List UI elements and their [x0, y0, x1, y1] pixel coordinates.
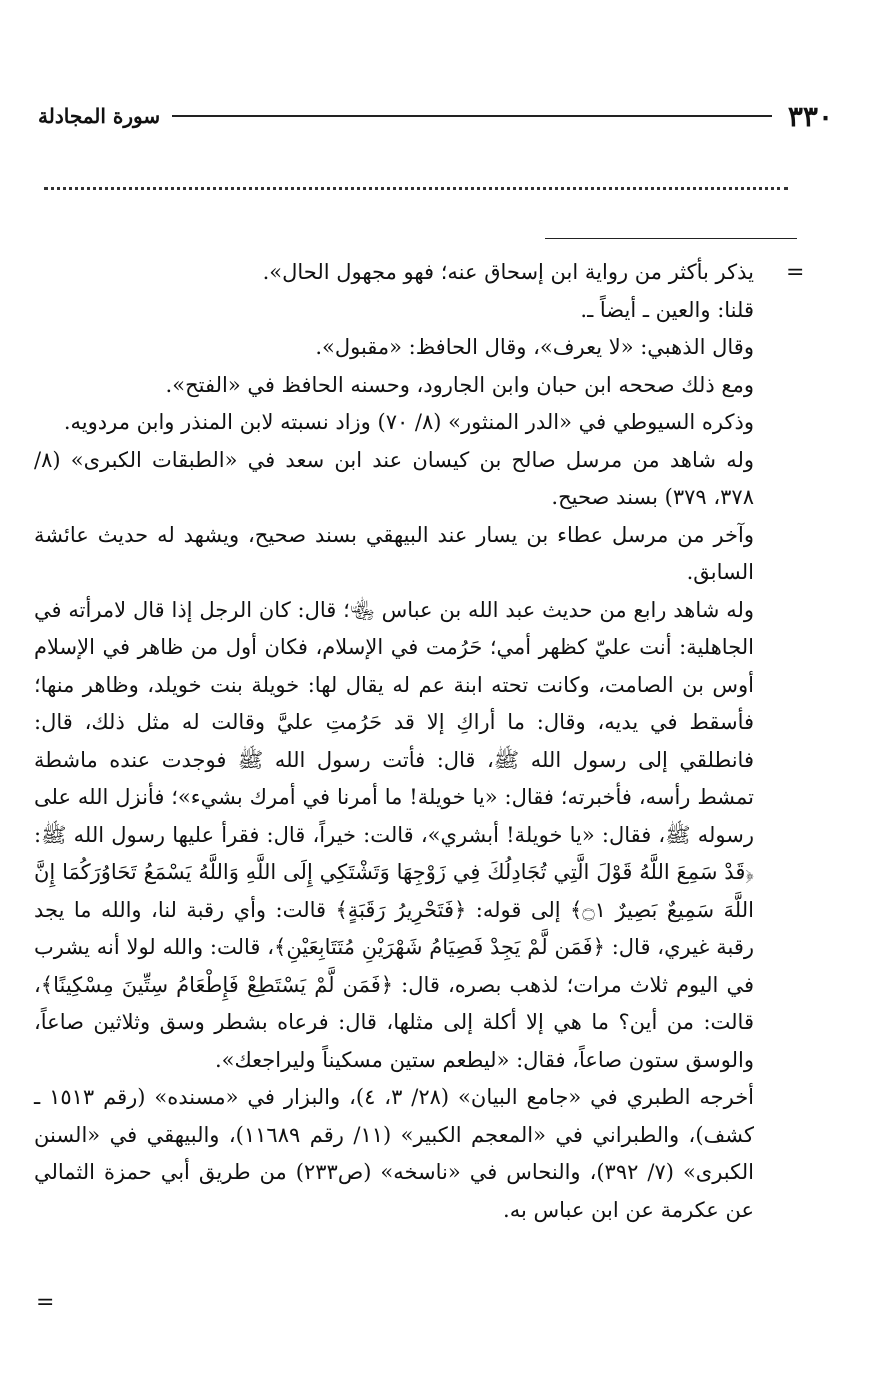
- paragraph: قلنا: والعين ـ أيضاً ـ.: [580, 297, 754, 322]
- paragraph: وآخر من مرسل عطاء بن يسار عند البيهقي بسند صحيح، ويشهد له حديث عائشة السابق.: [34, 522, 754, 584]
- paragraph: وذكره السيوطي في «الدر المنثور» (٨/ ٧٠) وزاد نسبته لابن المنذر وابن مردويه.: [63, 410, 754, 434]
- paragraph: وله شاهد رابع من حديث عبد الله بن عباس ﵄؛ قال: كان الرجل إذا قال لامرأته في الجاهلية: أنت عليّ كظهر أمي؛ حَرُمت في الإسلام، فكان أول من ظاهر في الإسلام أوس بن الصامت، وكانت تحته ابنة عم له يقال لها: خويلة بنت خويلد، وظاهر منها؛ فأسقط في يديه، وقال: ما أراكِ إلا قد حَرُمتِ عليَّ وقالت له مثل ذلك، قال: فانطلقي إلى رسول الله ﷺ، قال: فأتت رسول الله ﷺ فوجدت عنده ماشطة تمشط رأسه، فأخبرته؛ فقال: «يا خويلة! ما أمرنا في أمرك بشيء»؛ فأنزل الله على رسوله ﷺ، فقال: «يا خويلة! أبشري»، قالت: خيراً، قال: فقرأ عليها رسول الله ﷺ: ﴿قَدْ سَمِعَ اللَّهُ قَوْلَ الَّتِي تُجَادِلُكَ فِي زَوْجِهَا وَتَشْتَكِي إِلَى اللَّهِ وَاللَّهُ يَسْمَعُ تَحَاوُرَكُمَا إِنَّ اللَّهَ سَمِيعٌ بَصِيرٌ ۝١﴾ إلى قوله: ﴿فَتَحْرِيرُ رَقَبَةٍ﴾ قالت: وأي رقبة لنا، والله ما يجد رقبة غيري، قال: ﴿فَمَن لَّمْ يَجِدْ فَصِيَامُ شَهْرَيْنِ مُتَتَابِعَيْنِ﴾، قالت: والله لولا أنه يشرب في اليوم ثلاث مرات؛ لذهب بصره، قال: ﴿فَمَن لَّمْ يَسْتَطِعْ فَإِطْعَامُ سِتِّينَ مِسْكِينًا﴾، قالت: من أين؟ ما هي إلا أكلة إلى مثلها، قال: فرعاه بشطر وسق وثلاثين صاعاً، والوسق ستون صاعاً، فقال: «ليطعم ستين مسكيناً وليراجعك».: [34, 597, 754, 1072]
- paragraph: ومع ذلك صححه ابن حبان وابن الجارود، وحسنه الحافظ في «الفتح».: [165, 372, 754, 397]
- footnote-rule: [545, 238, 797, 239]
- surah-title: سورة المجادلة: [38, 104, 161, 128]
- continuation-mark-top: =: [786, 260, 805, 285]
- page-number: ٣٣٠: [787, 99, 833, 133]
- paragraph: أخرجه الطبري في «جامع البيان» (٢٨/ ٣، ٤)، والبزار في «مسنده» (رقم ١٥١٣ ـ كشف)، والطبراني في «المعجم الكبير» (١١/ رقم ١١٦٨٩)، والبيهقي في «السنن الكبرى» (٧/ ٣٩٢)، والنحاس في «ناسخه» (ص٢٣٣) من طريق أبي حمزة الثمالي عن عكرمة عن ابن عباس به.: [34, 1085, 755, 1222]
- footnote-text: [34, 254, 754, 1229]
- header-rule: [172, 115, 772, 117]
- page-header: [38, 96, 833, 136]
- paragraph: وله شاهد من مرسل صالح بن كيسان عند ابن سعد في «الطبقات الكبرى» (٨/ ٣٧٨، ٣٧٩) بسند صحيح.: [34, 447, 754, 509]
- continuation-mark-bottom: =: [36, 1290, 55, 1315]
- paragraph: وقال الذهبي: «لا يعرف»، وقال الحافظ: «مقبول».: [315, 335, 754, 359]
- paragraph: يذكر بأكثر من رواية ابن إسحاق عنه؛ فهو مجهول الحال».: [262, 260, 754, 284]
- dotted-separator: [44, 187, 788, 190]
